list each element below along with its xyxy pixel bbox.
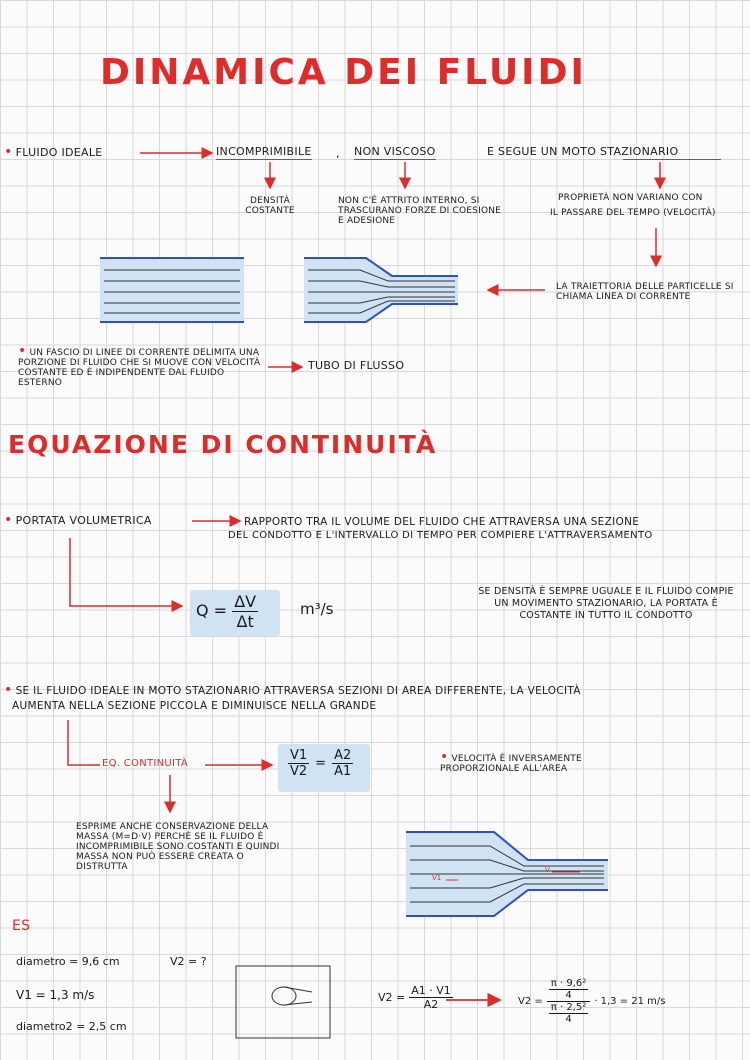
- example-label: ES: [12, 918, 31, 934]
- portata-l-arrow: [70, 538, 182, 606]
- portata-num: ΔV: [234, 592, 257, 611]
- equals-sign: =: [315, 756, 327, 771]
- sezioni-line1: • SE IL FLUIDO IDEALE IN MOTO STAZIONARIO ATTRAVERSA SEZIONI DI AREA DIFFERENTE, LA VELOCITÀ: [4, 684, 581, 697]
- fascio-text: • UN FASCIO DI LINEE DI CORRENTE DELIMITA UNA PORZIONE DI FLUIDO CHE SI MUOVE CON VELOCITÀ COSTANTE ED È INDIPENDENTE DAL FLUIDO ESTERNO: [18, 346, 268, 388]
- v2-unknown: V2 = ?: [170, 955, 207, 968]
- page-title: DINAMICA DEI FLUIDI: [100, 52, 587, 93]
- portata-def-1: RAPPORTO TRA IL VOLUME DEL FLUIDO CHE ATTRAVERSA UNA SEZIONE: [244, 516, 640, 528]
- portata-label: • PORTATA VOLUMETRICA: [4, 514, 152, 527]
- portata-def-2: DEL CONDOTTO E L'INTERVALLO DI TEMPO PER COMPIERE L'ATTRAVERSAMENTO: [228, 530, 653, 541]
- result-den-den: 4: [565, 1014, 572, 1025]
- diametro1: diametro = 9,6 cm: [16, 955, 120, 968]
- straight-tube-diagram: [100, 258, 244, 322]
- note-proprieta-2: IL PASSARE DEL TEMPO (VELOCITÀ): [550, 208, 716, 218]
- v2-symbol: V2: [290, 764, 308, 779]
- note-densita: DENSITÀ COSTANTE: [245, 196, 295, 216]
- prop-incomprimibile: INCOMPRIMIBILE: [216, 145, 312, 158]
- diametro2: diametro2 = 2,5 cm: [16, 1020, 127, 1033]
- comma: ,: [336, 147, 340, 160]
- result-tail: · 1,3 = 21 m/s: [594, 996, 666, 1007]
- prop-non-viscoso: NON VISCOSO: [354, 145, 436, 158]
- q-symbol: Q =: [196, 601, 228, 620]
- prop-moto-stazionario: E SEGUE UN MOTO STAZIONARIO: [487, 145, 679, 158]
- result-num-den: 4: [565, 990, 572, 1001]
- portata-unit: m³/s: [300, 600, 334, 618]
- section-title-continuita: EQUAZIONE DI CONTINUITÀ: [8, 430, 438, 459]
- eq-continuita-label: EQ. CONTINUITÀ: [102, 758, 189, 769]
- a2-symbol: A2: [334, 748, 352, 763]
- note-traiettoria: LA TRAIETTORIA DELLE PARTICELLE SI CHIAMA LINEA DI CORRENTE: [556, 282, 734, 302]
- v1-value: V1 = 1,3 m/s: [16, 988, 95, 1002]
- v1-symbol: V1: [290, 748, 308, 763]
- result-num: π · 9,6²: [550, 978, 587, 989]
- portata-den: Δt: [236, 612, 254, 631]
- narrowing-tube-diagram: [304, 258, 458, 322]
- massa-note: ESPRIME ANCHE CONSERVAZIONE DELLA MASSA (M=D·V) PERCHÈ SE IL FLUIDO È INCOMPRIMIBILE SONO COSTANTI E QUINDI MASSA NON PUÒ ESSERE CREATA O DISTRUTTA: [76, 822, 280, 872]
- inverse-note: • VELOCITÀ È INVERSAMENTE PROPORZIONALE ALL'AREA: [440, 752, 650, 774]
- v2-tag: V: [545, 866, 550, 874]
- note-proprieta-1: PROPRIETÀ NON VARIANO CON: [558, 193, 703, 203]
- example-sketch: [236, 966, 330, 1038]
- tubo-di-flusso: TUBO DI FLUSSO: [308, 359, 405, 372]
- formula-lhs: V2 =: [378, 991, 406, 1004]
- formula-num: A1 · V1: [411, 984, 451, 997]
- sezioni-line2: AUMENTA NELLA SEZIONE PICCOLA E DIMINUISCE NELLA GRANDE: [12, 700, 377, 712]
- result-den: π · 2,5²: [550, 1002, 587, 1013]
- fluido-ideale-label: • FLUIDO IDEALE: [4, 146, 103, 159]
- note-attrito: NON C'È ATTRITO INTERNO, SI TRASCURANO FORZE DI COESIONE E ADESIONE: [338, 196, 502, 226]
- continuita-l-line: [68, 720, 100, 765]
- a1-symbol: A1: [334, 764, 352, 779]
- v1-tag: V1: [432, 874, 442, 882]
- portata-note: SE DENSITÀ È SEMPRE UGUALE E IL FLUIDO COMPIE UN MOVIMENTO STAZIONARIO, LA PORTATA È COSTANTE IN TUTTO IL CONDOTTO: [478, 586, 734, 621]
- result-lhs: V2 =: [518, 996, 543, 1007]
- formula-den: A2: [423, 998, 439, 1011]
